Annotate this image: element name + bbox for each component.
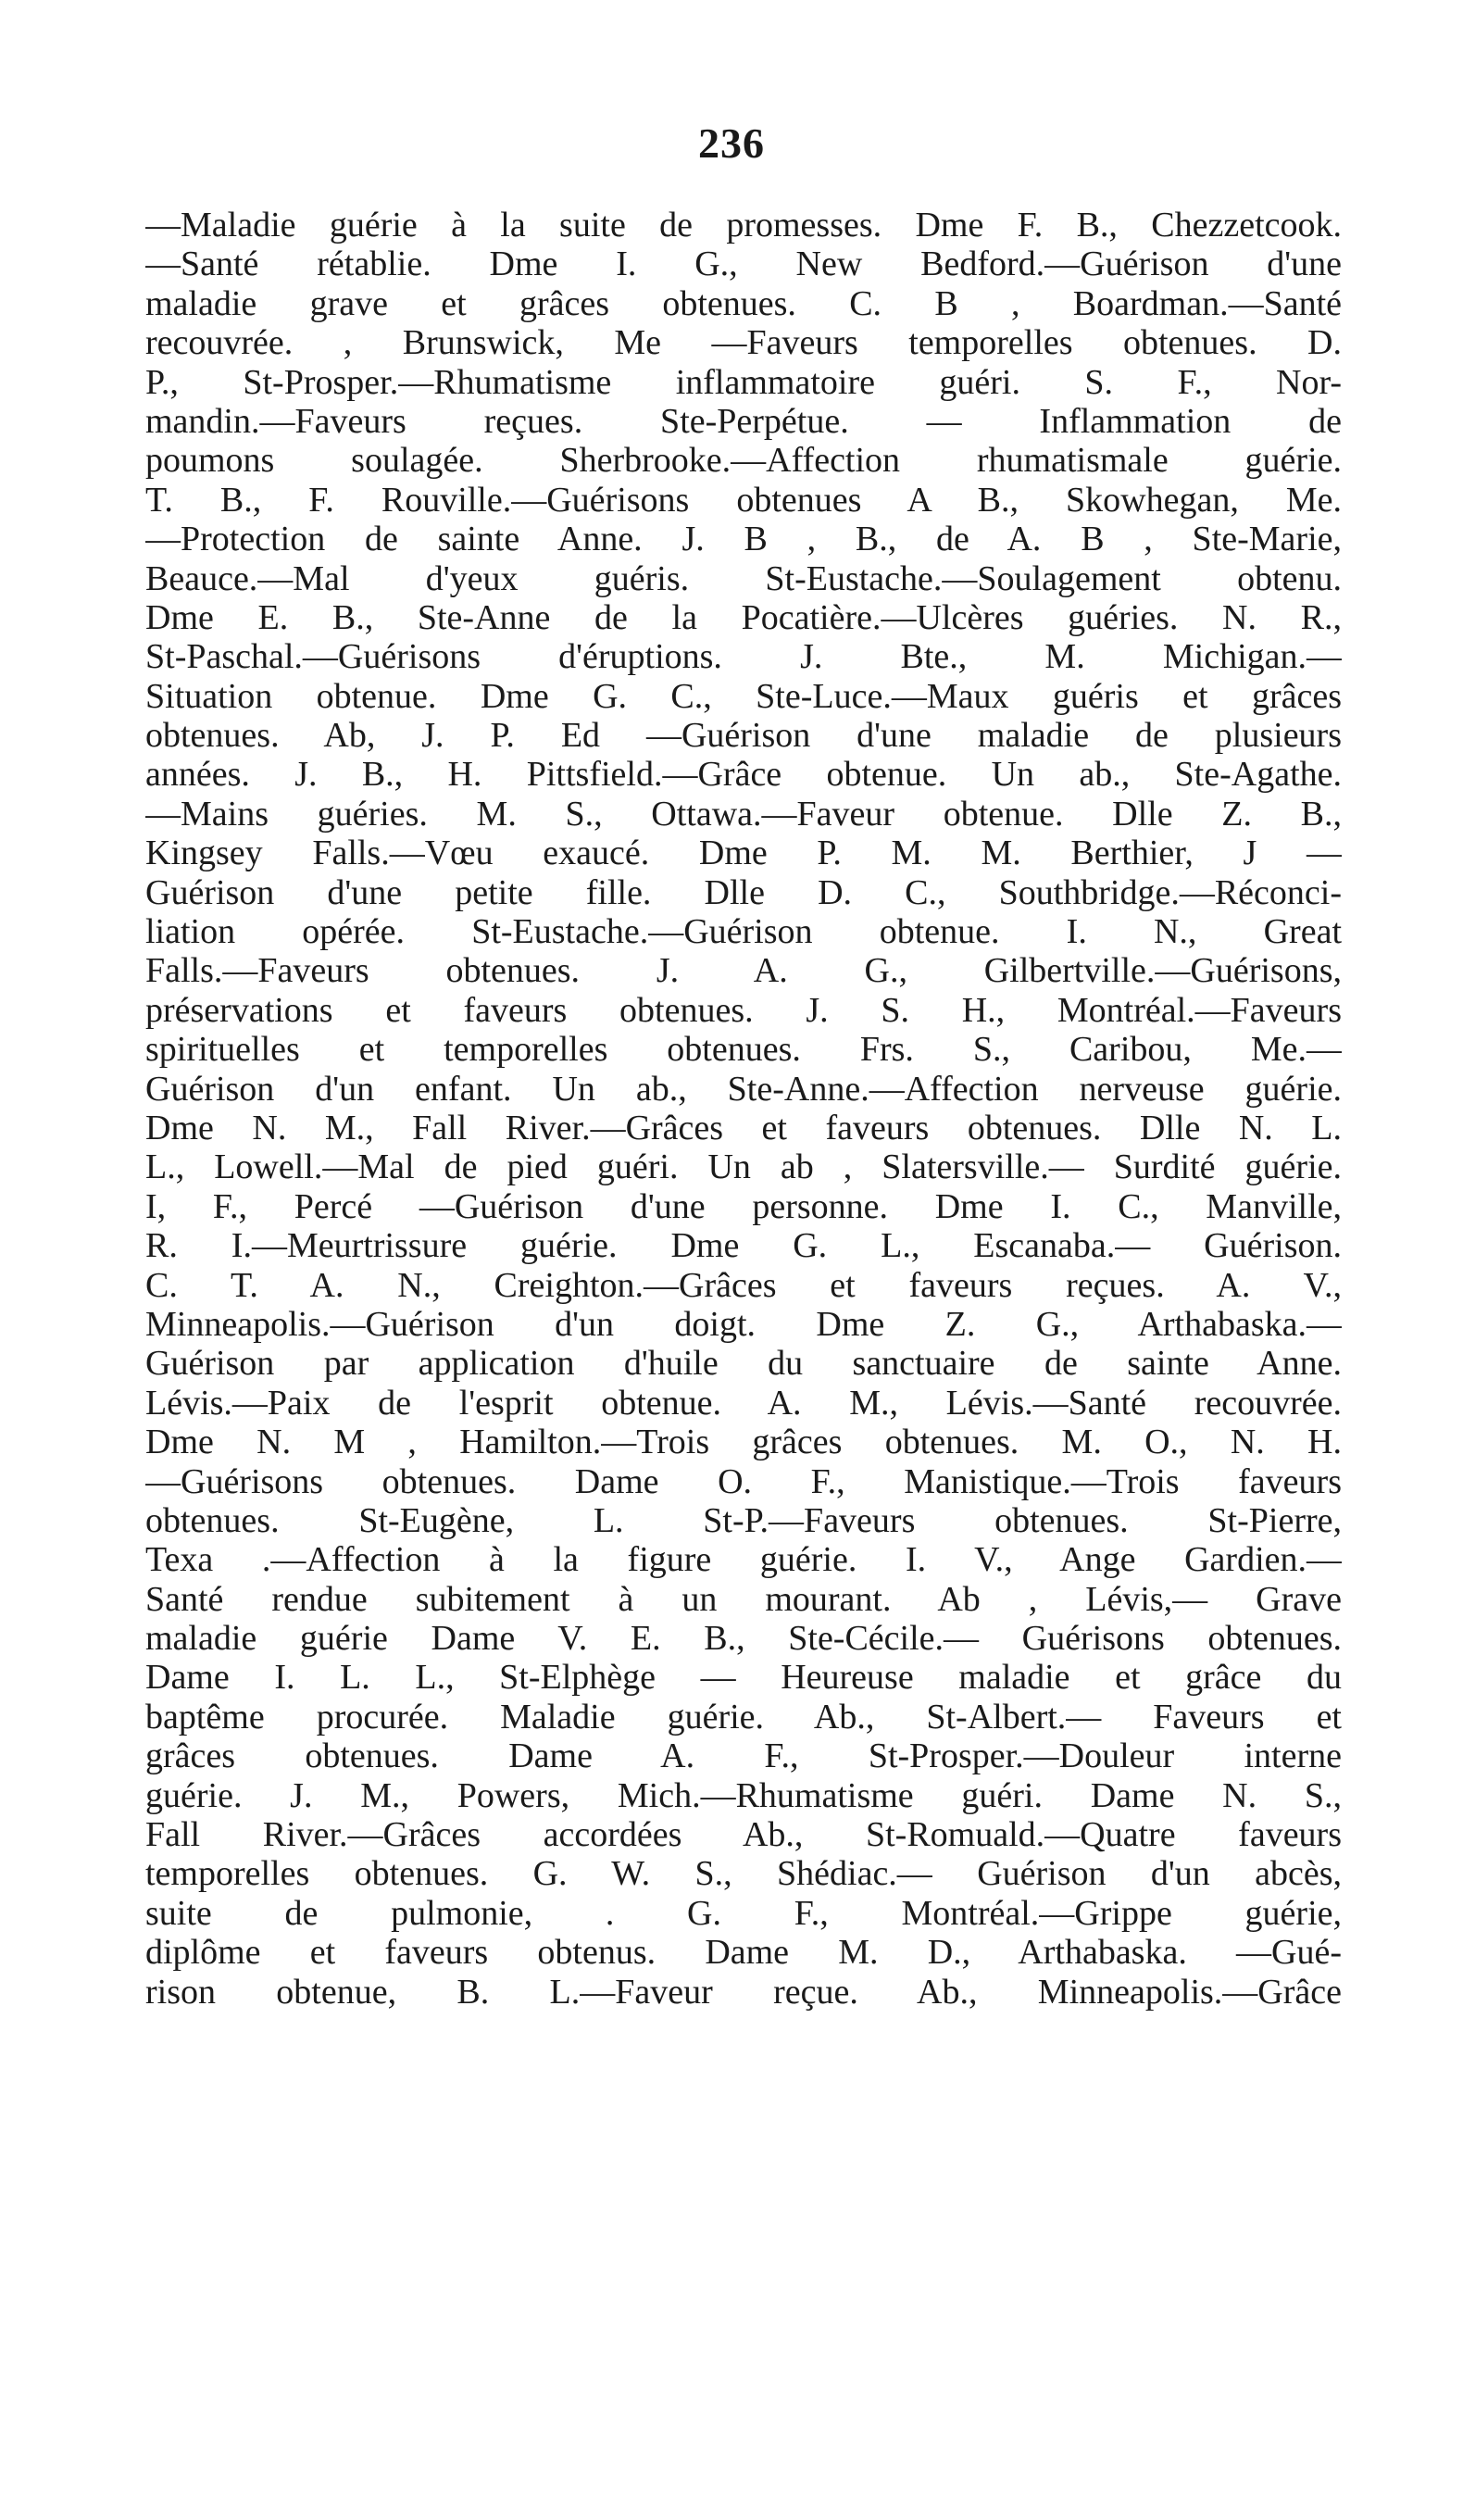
text-line: St-Paschal.—Guérisons d'éruptions. J. Bte., M. Michigan.— [145, 637, 1342, 677]
text-line: maladie grave et grâces obtenues. C. B , Boardman.—Santé [145, 283, 1342, 323]
text-line: années. J. B., H. Pittsfield.—Grâce obtenue. Un ab., Ste-Agathe. [145, 755, 1342, 795]
body-text [145, 206, 1342, 2012]
text-line: I, F., Percé —Guérison d'une personne. Dme I. C., Manville, [145, 1186, 1342, 1226]
page-number: 236 [698, 119, 765, 167]
text-line: Lévis.—Paix de l'esprit obtenue. A. M., Lévis.—Santé recouvrée. [145, 1383, 1342, 1423]
text-line: mandin.—Faveurs reçues. Ste-Perpétue. — Inflammation de [145, 401, 1342, 441]
text-line: Texa .—Affection à la figure guérie. I. V., Ange Gardien.— [145, 1540, 1342, 1580]
text-line: Dame I. L. L., St-Elphège — Heureuse maladie et grâce du [145, 1658, 1342, 1698]
text-line: obtenues. St-Eugène, L. St-P.—Faveurs obtenues. St-Pierre, [145, 1500, 1342, 1540]
text-line: P., St-Prosper.—Rhumatisme inflammatoire guéri. S. F., Nor- [145, 362, 1342, 402]
text-line: Guérison d'une petite fille. Dlle D. C., Southbridge.—Réconci- [145, 872, 1342, 912]
text-line: spirituelles et temporelles obtenues. Frs. S., Caribou, Me.— [145, 1030, 1342, 1070]
text-line: Situation obtenue. Dme G. C., Ste-Luce.—Maux guéris et grâces [145, 676, 1342, 716]
text-line: obtenues. Ab, J. P. Ed —Guérison d'une maladie de plusieurs [145, 716, 1342, 756]
text-line: liation opérée. St-Eustache.—Guérison obtenue. I. N., Great [145, 912, 1342, 952]
text-line: Kingsey Falls.—Vœu exaucé. Dme P. M. M. Berthier, J — [145, 834, 1342, 873]
text-line: Beauce.—Mal d'yeux guéris. St-Eustache.—Soulagement obtenu. [145, 558, 1342, 598]
text-line: guérie. J. M., Powers, Mich.—Rhumatisme guéri. Dame N. S., [145, 1775, 1342, 1815]
text-line: temporelles obtenues. G. W. S., Shédiac.— Guérison d'un abcès, [145, 1854, 1342, 1894]
text-line: poumons soulagée. Sherbrooke.—Affection rhumatismale guérie. [145, 441, 1342, 481]
text-line: préservations et faveurs obtenues. J. S. H., Montréal.—Faveurs [145, 990, 1342, 1030]
text-line: —Santé rétablie. Dme I. G., New Bedford.—Guérison d'une [145, 244, 1342, 284]
text-line: suite de pulmonie, . G. F., Montréal.—Grippe guérie, [145, 1893, 1342, 1933]
text-line: baptême procurée. Maladie guérie. Ab., St-Albert.— Faveurs et [145, 1697, 1342, 1736]
text-line: Santé rendue subitement à un mourant. Ab , Lévis,— Grave [145, 1579, 1342, 1619]
text-line: C. T. A. N., Creighton.—Grâces et faveurs reçues. A. V., [145, 1265, 1342, 1305]
text-line: Guérison d'un enfant. Un ab., Ste-Anne.—Affection nerveuse guérie. [145, 1069, 1342, 1109]
text-line: —Mains guéries. M. S., Ottawa.—Faveur obtenue. Dlle Z. B., [145, 794, 1342, 834]
text-line: rison obtenue, B. L.—Faveur reçue. Ab., Minneapolis.—Grâce [145, 1972, 1342, 2012]
text-line: Minneapolis.—Guérison d'un doigt. Dme Z. G., Arthabaska.— [145, 1304, 1342, 1344]
text-line: maladie guérie Dame V. E. B., Ste-Cécile.— Guérisons obtenues. [145, 1619, 1342, 1659]
text-line: L., Lowell.—Mal de pied guéri. Un ab , Slatersville.— Surdité guérie. [145, 1147, 1342, 1187]
text-line: Dme N. M., Fall River.—Grâces et faveurs obtenues. Dlle N. L. [145, 1108, 1342, 1147]
text-line: R. I.—Meurtrissure guérie. Dme G. L., Escanaba.— Guérison. [145, 1226, 1342, 1266]
text-line: Dme E. B., Ste-Anne de la Pocatière.—Ulcères guéries. N. R., [145, 597, 1342, 637]
text-line: —Maladie guérie à la suite de promesses. Dme F. B., Chezzetcook. [145, 206, 1342, 244]
text-line: recouvrée. , Brunswick, Me —Faveurs temporelles obtenues. D. [145, 323, 1342, 363]
text-line: Guérison par application d'huile du sanctuaire de sainte Anne. [145, 1344, 1342, 1384]
text-line: Dme N. M , Hamilton.—Trois grâces obtenues. M. O., N. H. [145, 1423, 1342, 1462]
text-line: —Protection de sainte Anne. J. B , B., de A. B , Ste-Marie, [145, 520, 1342, 559]
text-line: Fall River.—Grâces accordées Ab., St-Romuald.—Quatre faveurs [145, 1815, 1342, 1855]
text-line: T. B., F. Rouville.—Guérisons obtenues A B., Skowhegan, Me. [145, 480, 1342, 520]
text-line: —Guérisons obtenues. Dame O. F., Manistique.—Trois faveurs [145, 1461, 1342, 1501]
text-line: diplôme et faveurs obtenus. Dame M. D., Arthabaska. —Gué- [145, 1933, 1342, 1973]
text-line: grâces obtenues. Dame A. F., St-Prosper.—Douleur interne [145, 1736, 1342, 1776]
text-line: Falls.—Faveurs obtenues. J. A. G., Gilbertville.—Guérisons, [145, 951, 1342, 991]
